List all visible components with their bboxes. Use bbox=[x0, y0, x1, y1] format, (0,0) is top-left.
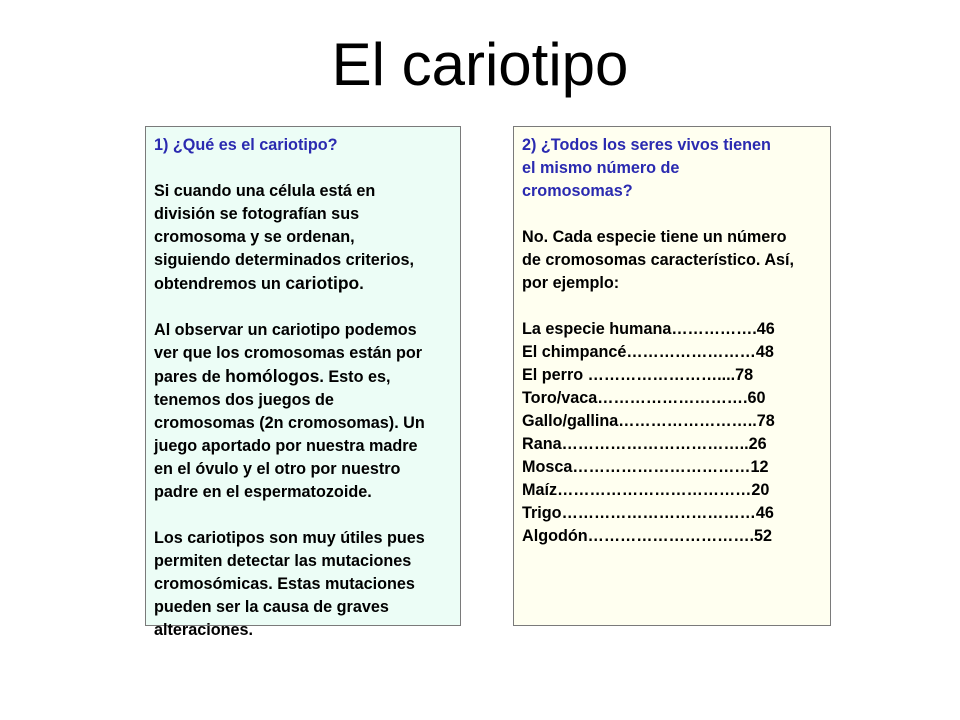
text-line: de cromosomas característico. Así, bbox=[522, 251, 795, 269]
text-line: cromosomas? bbox=[522, 182, 633, 200]
text-line: Los cariotipos son muy útiles pues bbox=[154, 529, 425, 547]
text-line: en el óvulo y el otro por nuestro bbox=[154, 460, 401, 478]
paragraph-2 bbox=[154, 319, 450, 504]
species-row: La especie humana…………….46 bbox=[522, 320, 775, 338]
text-line: tenemos dos juegos de bbox=[154, 391, 334, 409]
panel-chromosome-numbers bbox=[513, 126, 831, 626]
text-line: permiten detectar las mutaciones bbox=[154, 552, 412, 570]
text-line: división se fotografían sus bbox=[154, 205, 360, 223]
answer-paragraph bbox=[522, 226, 820, 295]
keyword-homologos: homólogos bbox=[225, 366, 320, 386]
text-line: 2) ¿Todos los seres vivos tienen bbox=[522, 136, 771, 154]
species-row: Rana……………………………..26 bbox=[522, 435, 767, 453]
species-row: Algodón………………………….52 bbox=[522, 527, 773, 545]
text-line: juego aportado por nuestra madre bbox=[154, 437, 418, 455]
species-row: El perro ……………………....78 bbox=[522, 366, 754, 384]
species-list bbox=[522, 318, 820, 548]
species-row: El chimpancé……………………48 bbox=[522, 343, 774, 361]
species-row: Gallo/gallina……………………..78 bbox=[522, 412, 775, 430]
species-row: Mosca……………………………12 bbox=[522, 458, 769, 476]
species-row: Toro/vaca……………………….60 bbox=[522, 389, 766, 407]
text-line: cromosómicas. Estas mutaciones bbox=[154, 575, 415, 593]
panel-what-is-karyotype bbox=[145, 126, 461, 639]
text-line: siguiendo determinados criterios, bbox=[154, 251, 414, 269]
spacer bbox=[154, 157, 450, 180]
keyword-cariotipo: cariotipo bbox=[285, 273, 360, 293]
text-line: Al observar un cariotipo podemos bbox=[154, 321, 417, 339]
spacer bbox=[522, 295, 820, 318]
text-line: Si cuando una célula está en bbox=[154, 182, 376, 200]
slide-title: El cariotipo bbox=[331, 31, 629, 98]
text-fragment: obtendremos un bbox=[154, 275, 286, 293]
text-line: el mismo número de bbox=[522, 159, 680, 177]
text-fragment: pares de bbox=[154, 368, 226, 386]
species-row: Trigo………………………………46 bbox=[522, 504, 774, 522]
text-line: cromosoma y se ordenan, bbox=[154, 228, 355, 246]
text-line: ver que los cromosomas están por bbox=[154, 344, 423, 362]
text-line: No. Cada especie tiene un número bbox=[522, 228, 787, 246]
text-line: alteraciones. bbox=[154, 621, 253, 639]
question-1: 1) ¿Qué es el cariotipo? bbox=[154, 136, 338, 154]
text-line bbox=[154, 365, 450, 389]
paragraph-1 bbox=[154, 180, 450, 296]
text-line: por ejemplo: bbox=[522, 274, 620, 292]
text-line: cromosomas (2n cromosomas). Un bbox=[154, 414, 425, 432]
spacer bbox=[154, 296, 450, 319]
spacer bbox=[154, 504, 450, 527]
species-row: Maíz………………………………20 bbox=[522, 481, 770, 499]
spacer bbox=[522, 203, 820, 226]
question-2 bbox=[522, 134, 820, 203]
paragraph-3 bbox=[154, 527, 450, 642]
text-fragment: . Esto es, bbox=[319, 368, 391, 386]
text-fragment: . bbox=[359, 275, 364, 293]
text-line: padre en el espermatozoide. bbox=[154, 483, 372, 501]
text-line: pueden ser la causa de graves bbox=[154, 598, 389, 616]
text-line bbox=[154, 272, 450, 296]
